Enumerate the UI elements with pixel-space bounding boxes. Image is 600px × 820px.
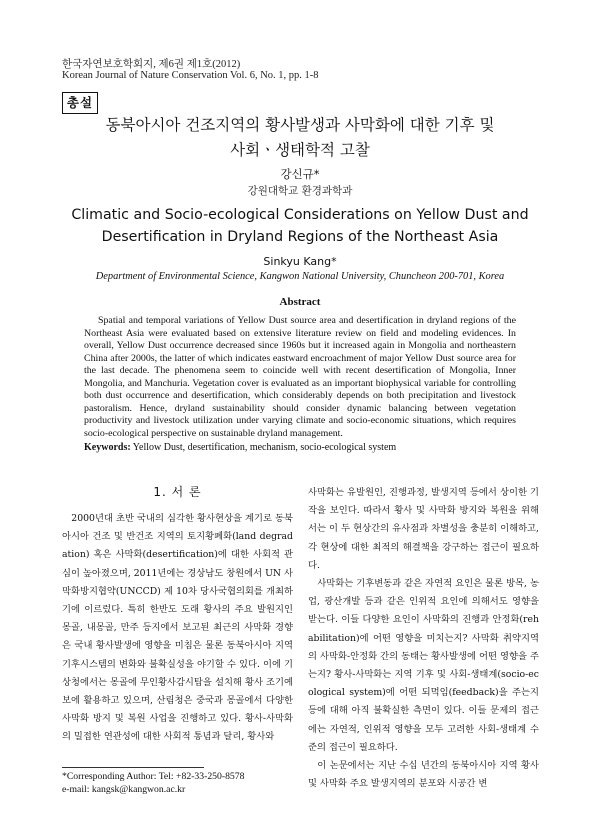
abstract-text: Spatial and temporal variations of Yellow Dust source area and desertification in dryland regions of the Northeast Asia were evaluated based on extensive literature review on field and modeling evidences. In overall, Yellow Dust occurrence decreased since 1960s but it increased again in Mongolia and northeastern China after 2000s, the latter of which indicates eastward encroachment of major Yellow Dust source area for the last decade. The phenomena seem to coincide well with recent desertification of Mongolia, Inner Mongolia, and Manchuria. Vegetation cover is evaluated as an important biophysical variable for controlling both dust occurrence and desertification, which considerably depends on both precipitation and livestock pastoralism. Hence, dryland sustainability should consider dynamic balancing between vegetation productivity and livestock utilization under varying climate and socio-economic situations, which requires socio-ecological perspective on sustainable dryland management. — [84, 315, 516, 439]
title-korean-line1: 동북아시아 건조지역의 황사발생과 사막화에 대한 기후 및 — [105, 116, 495, 134]
footnote-divider — [62, 767, 204, 768]
affiliation-korean: 강원대학교 환경과학과 — [247, 185, 353, 197]
body-column-left — [62, 483, 293, 747]
body-paragraph: 이 논문에서는 지난 수십 년간의 동북아시아 지역 황사 및 사막화 주요 발생지역의 분포와 시공간 변 — [308, 760, 539, 790]
title-english-line1: Climatic and Socio-ecological Considerations on Yellow Dust and — [71, 207, 529, 223]
article-type-badge: 총설 — [62, 92, 98, 114]
body-paragraph: 2000년대 초반 국내의 심각한 황사현상을 계기로 동북아시아 건조 및 반건조 지역의 토지황폐화(land degradation) 혹은 사막화(desertification)에 대한 사회적 관심이 높아졌으며, 2011년에는 경상남도 창원에서 UN 사막화방지협약(UNCCD) 제 10차 당사국협의회를 개최하기에 이르렀다. 특히 한반도 도래 황사의 주요 발원지인 몽골, 내몽골, 만주 등지에서 보고된 최근의 사막화 경향은 국내 황사발생에 영향을 미침은 물론 동북아시아 지역 기후시스템의 변화와 불확실성을 야기할 수 있다. 이에 기상청에서는 몽골에 무인황사감시탑을 설치해 황사 조기예보에 활용하고 있으며, 산림청은 중국과 몽골에서 다양한 사막화 방지 및 복원 사업을 진행하고 있다. 황사-사막화의 밀접한 연관성에 대한 사회적 통념과 달리, 황사와 — [62, 513, 293, 743]
body-column-right — [308, 484, 539, 793]
journal-name-korean: 한국자연보호학회지, 제6권 제1호(2012) — [62, 59, 241, 70]
title-english — [40, 204, 560, 248]
footnote — [62, 770, 244, 796]
keywords-text: Yellow Dust, desertification, mechanism, socio-ecological system — [130, 442, 397, 453]
author-english: Sinkyu Kang* — [263, 255, 337, 268]
keywords-label: Keywords: — [84, 442, 131, 453]
body-paragraph: 사막화는 유발원인, 진행과정, 발생지역 등에서 상이한 기작을 보인다. 따라서 황사 및 사막화 방지와 복원을 위해서는 이 두 현상간의 유사점과 차별성을 충분히 이해하고, 각 현상에 대한 최적의 해결책을 강구하는 접근이 필요하다. — [308, 487, 539, 571]
author-korean: 강신규* — [280, 167, 320, 181]
title-korean-line2: 사회ㆍ생태학적 고찰 — [230, 141, 370, 159]
journal-citation-english: Korean Journal of Nature Conservation Vol. 6, No. 1, pp. 1-8 — [62, 70, 319, 81]
footnote-email: e-mail: kangsk@kangwon.ac.kr — [62, 784, 186, 795]
affiliation-english: Department of Environmental Science, Kangwon National University, Chuncheon 200-701, Korea — [95, 271, 505, 282]
body-paragraph: 사막화는 기후변동과 같은 자연적 요인은 물론 방목, 농업, 광산개발 등과 같은 인위적 요인에 의해서도 영향을 받는다. 이들 다양한 요인이 사막화의 진행과 안정화(rehabilitation)에 어떤 영향을 미치는지? 사막화 취약지역의 사막화-안정화 간의 동태는 황사발생에 어떤 영향을 주는지? 황사-사막화는 지역 기후 및 사회-생태계(socio-ecological system)에 어떤 되먹임(feedback)을 주는지 등에 대해 아직 불확실한 측면이 있다. 이들 문제의 접근에는 자연적, 인위적 영향을 모두 고려한 사회-생태계 수준의 접근이 필요하다. — [308, 578, 539, 753]
footnote-corresponding-author: *Corresponding Author: Tel: +82-33-250-8578 — [62, 771, 245, 782]
title-korean — [40, 113, 560, 163]
title-english-line2: Desertification in Dryland Regions of the Northeast Asia — [101, 229, 499, 245]
keywords — [84, 442, 516, 453]
abstract-heading: Abstract — [279, 296, 321, 308]
section-heading-introduction: 1. 서 론 — [153, 485, 202, 499]
